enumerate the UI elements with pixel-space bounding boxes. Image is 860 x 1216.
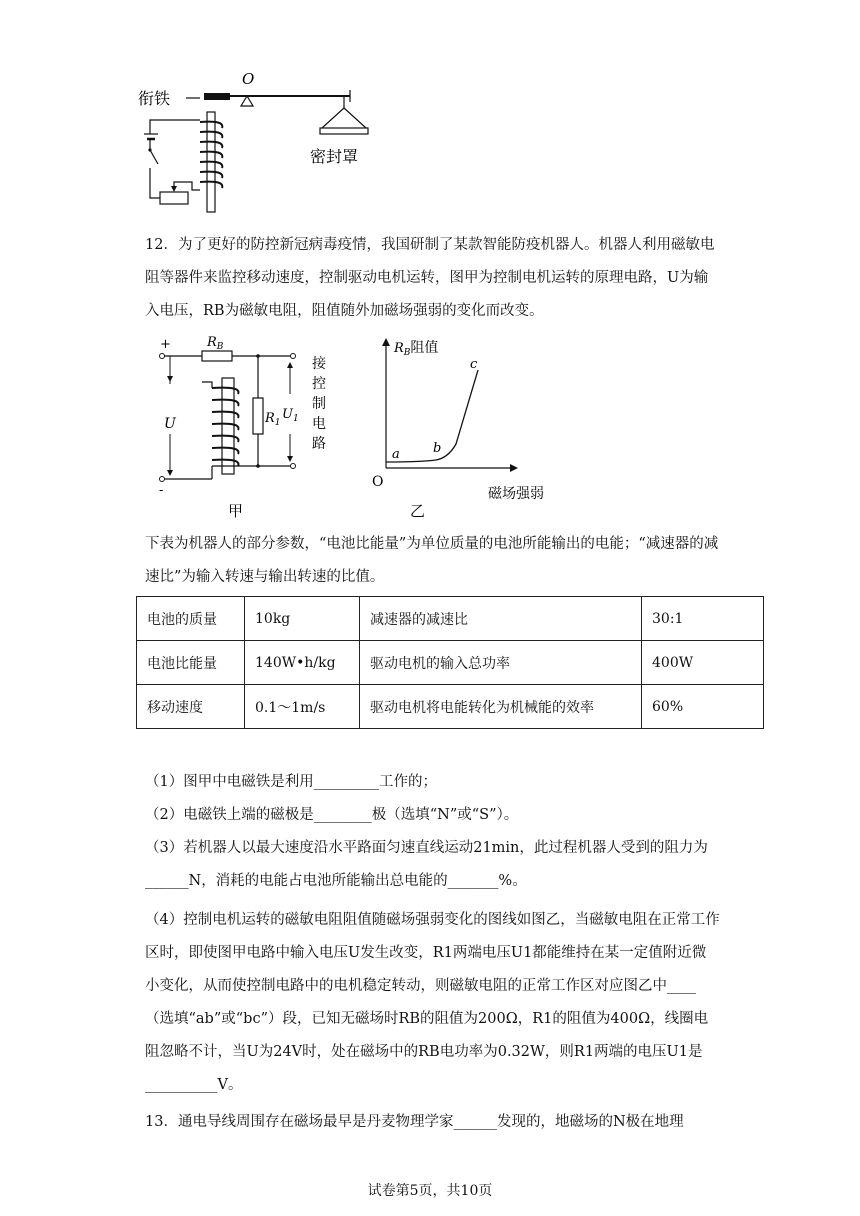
point-a-label: a	[392, 447, 400, 462]
subquestion-1: （1）图甲中电磁铁是利用_________工作的；	[145, 774, 437, 790]
table-row	[137, 597, 764, 641]
table-cell: 60%	[642, 685, 764, 729]
armature-label: 衔铁	[138, 89, 171, 108]
r1-label: $R_1$	[265, 411, 281, 428]
r1-resistor	[253, 398, 263, 434]
u1-label: $U_1$	[282, 407, 299, 424]
switch-icon	[150, 150, 158, 164]
rb-label: $R_B$	[207, 335, 224, 352]
svg-text:接: 接	[312, 356, 326, 372]
table-cell: 10kg	[245, 597, 360, 641]
pivot-triangle	[241, 96, 253, 106]
table-cell: 30:1	[642, 597, 764, 641]
svg-text:路: 路	[312, 436, 326, 452]
table-row	[137, 641, 764, 685]
resistance-curve	[386, 370, 478, 462]
y-axis-label: $R_B$阻值	[394, 340, 439, 358]
table-cell: 驱动电机的输入总功率	[360, 641, 642, 685]
table-cell: 电池的质量	[137, 597, 245, 641]
subquestion-2: （2）电磁铁上端的磁极是________极（选填“N”或“S”）。	[145, 807, 519, 823]
cover-label: 密封罩	[310, 147, 359, 166]
point-b-label: b	[433, 441, 442, 456]
caption-jia: 甲	[228, 502, 244, 520]
page-footer: 试卷第5页，共10页	[367, 1183, 493, 1199]
seal-cover	[320, 128, 368, 134]
svg-text:控: 控	[312, 376, 326, 392]
robot-parameters-table	[136, 596, 764, 729]
svg-text:电: 电	[312, 416, 326, 432]
plus-label: +	[160, 337, 171, 352]
table-cell: 驱动电机将电能转化为机械能的效率	[360, 685, 642, 729]
subquestion-3: （3）若机器人以最大速度沿水平路面匀速直线运动21min，此过程机器人受到的阻力为______N，消耗的电能占电池所能输出总电能的_______%。	[145, 840, 708, 889]
table-cell: 减速器的减速比	[360, 597, 642, 641]
point-c-label: c	[470, 357, 478, 372]
circuit-diagram	[159, 335, 327, 520]
minus-label: -	[159, 483, 164, 498]
caption-yi: 乙	[410, 502, 426, 520]
rb-resistor	[202, 351, 232, 361]
svg-text:制: 制	[312, 396, 326, 412]
table-cell: 电池比能量	[137, 641, 245, 685]
rheostat	[160, 192, 188, 204]
pivot-label: O	[242, 70, 255, 88]
origin-label: O	[372, 474, 384, 490]
connect-control-circuit-label	[312, 355, 327, 452]
question-12-text: 12．为了更好的防控新冠病毒疫情，我国研制了某款智能防疫机器人。机器人利用磁敏电阻等器件来监控移动速度，控制驱动电机运转，图甲为控制电机运转的原理电路，U为输入电压，RB为磁敏电阻，阻值随外加磁场强弱的变化而改变。	[145, 237, 715, 319]
armature-bar	[204, 93, 230, 100]
u-label: U	[164, 416, 176, 432]
electromagnet-relay-figure	[130, 62, 370, 220]
circuit-and-graph-figure	[150, 334, 570, 524]
subquestion-4: （4）控制电机运转的磁敏电阻阻值随磁场强弱变化的图线如图乙，当磁敏电阻在正常工作区时，即使图甲电路中输入电压U发生改变，R1两端电压U1都能维持在某一定值附近微小变化，从而使控制电路中的电机稳定转动，则磁敏电阻的正常工作区对应图乙中____（选填“ab”或“bc”）段，已知无磁场时RB的阻值为200Ω，R1的阻值为400Ω，线圈电阻忽略不计，当U为24V时，处在磁场中的RB电功率为0.32W，则R1两端的电压U1是__________V。	[145, 912, 720, 1093]
table-cell: 0.1～1m/s	[245, 685, 360, 729]
table-row	[137, 685, 764, 729]
resistance-graph	[372, 338, 544, 520]
x-axis-label: 磁场强弱	[488, 486, 544, 502]
table-cell: 140W•h/kg	[245, 641, 360, 685]
question-13-text: 13．通电导线周围存在磁场最早是丹麦物理学家______发现的，地磁场的N极在地理	[145, 1114, 684, 1130]
table-intro-text: 下表为机器人的部分参数，“电池比能量”为单位质量的电池所能输出的电能；“减速器的减速比”为输入转速与输出转速的比值。	[145, 536, 719, 585]
table-cell: 移动速度	[137, 685, 245, 729]
table-cell: 400W	[642, 641, 764, 685]
